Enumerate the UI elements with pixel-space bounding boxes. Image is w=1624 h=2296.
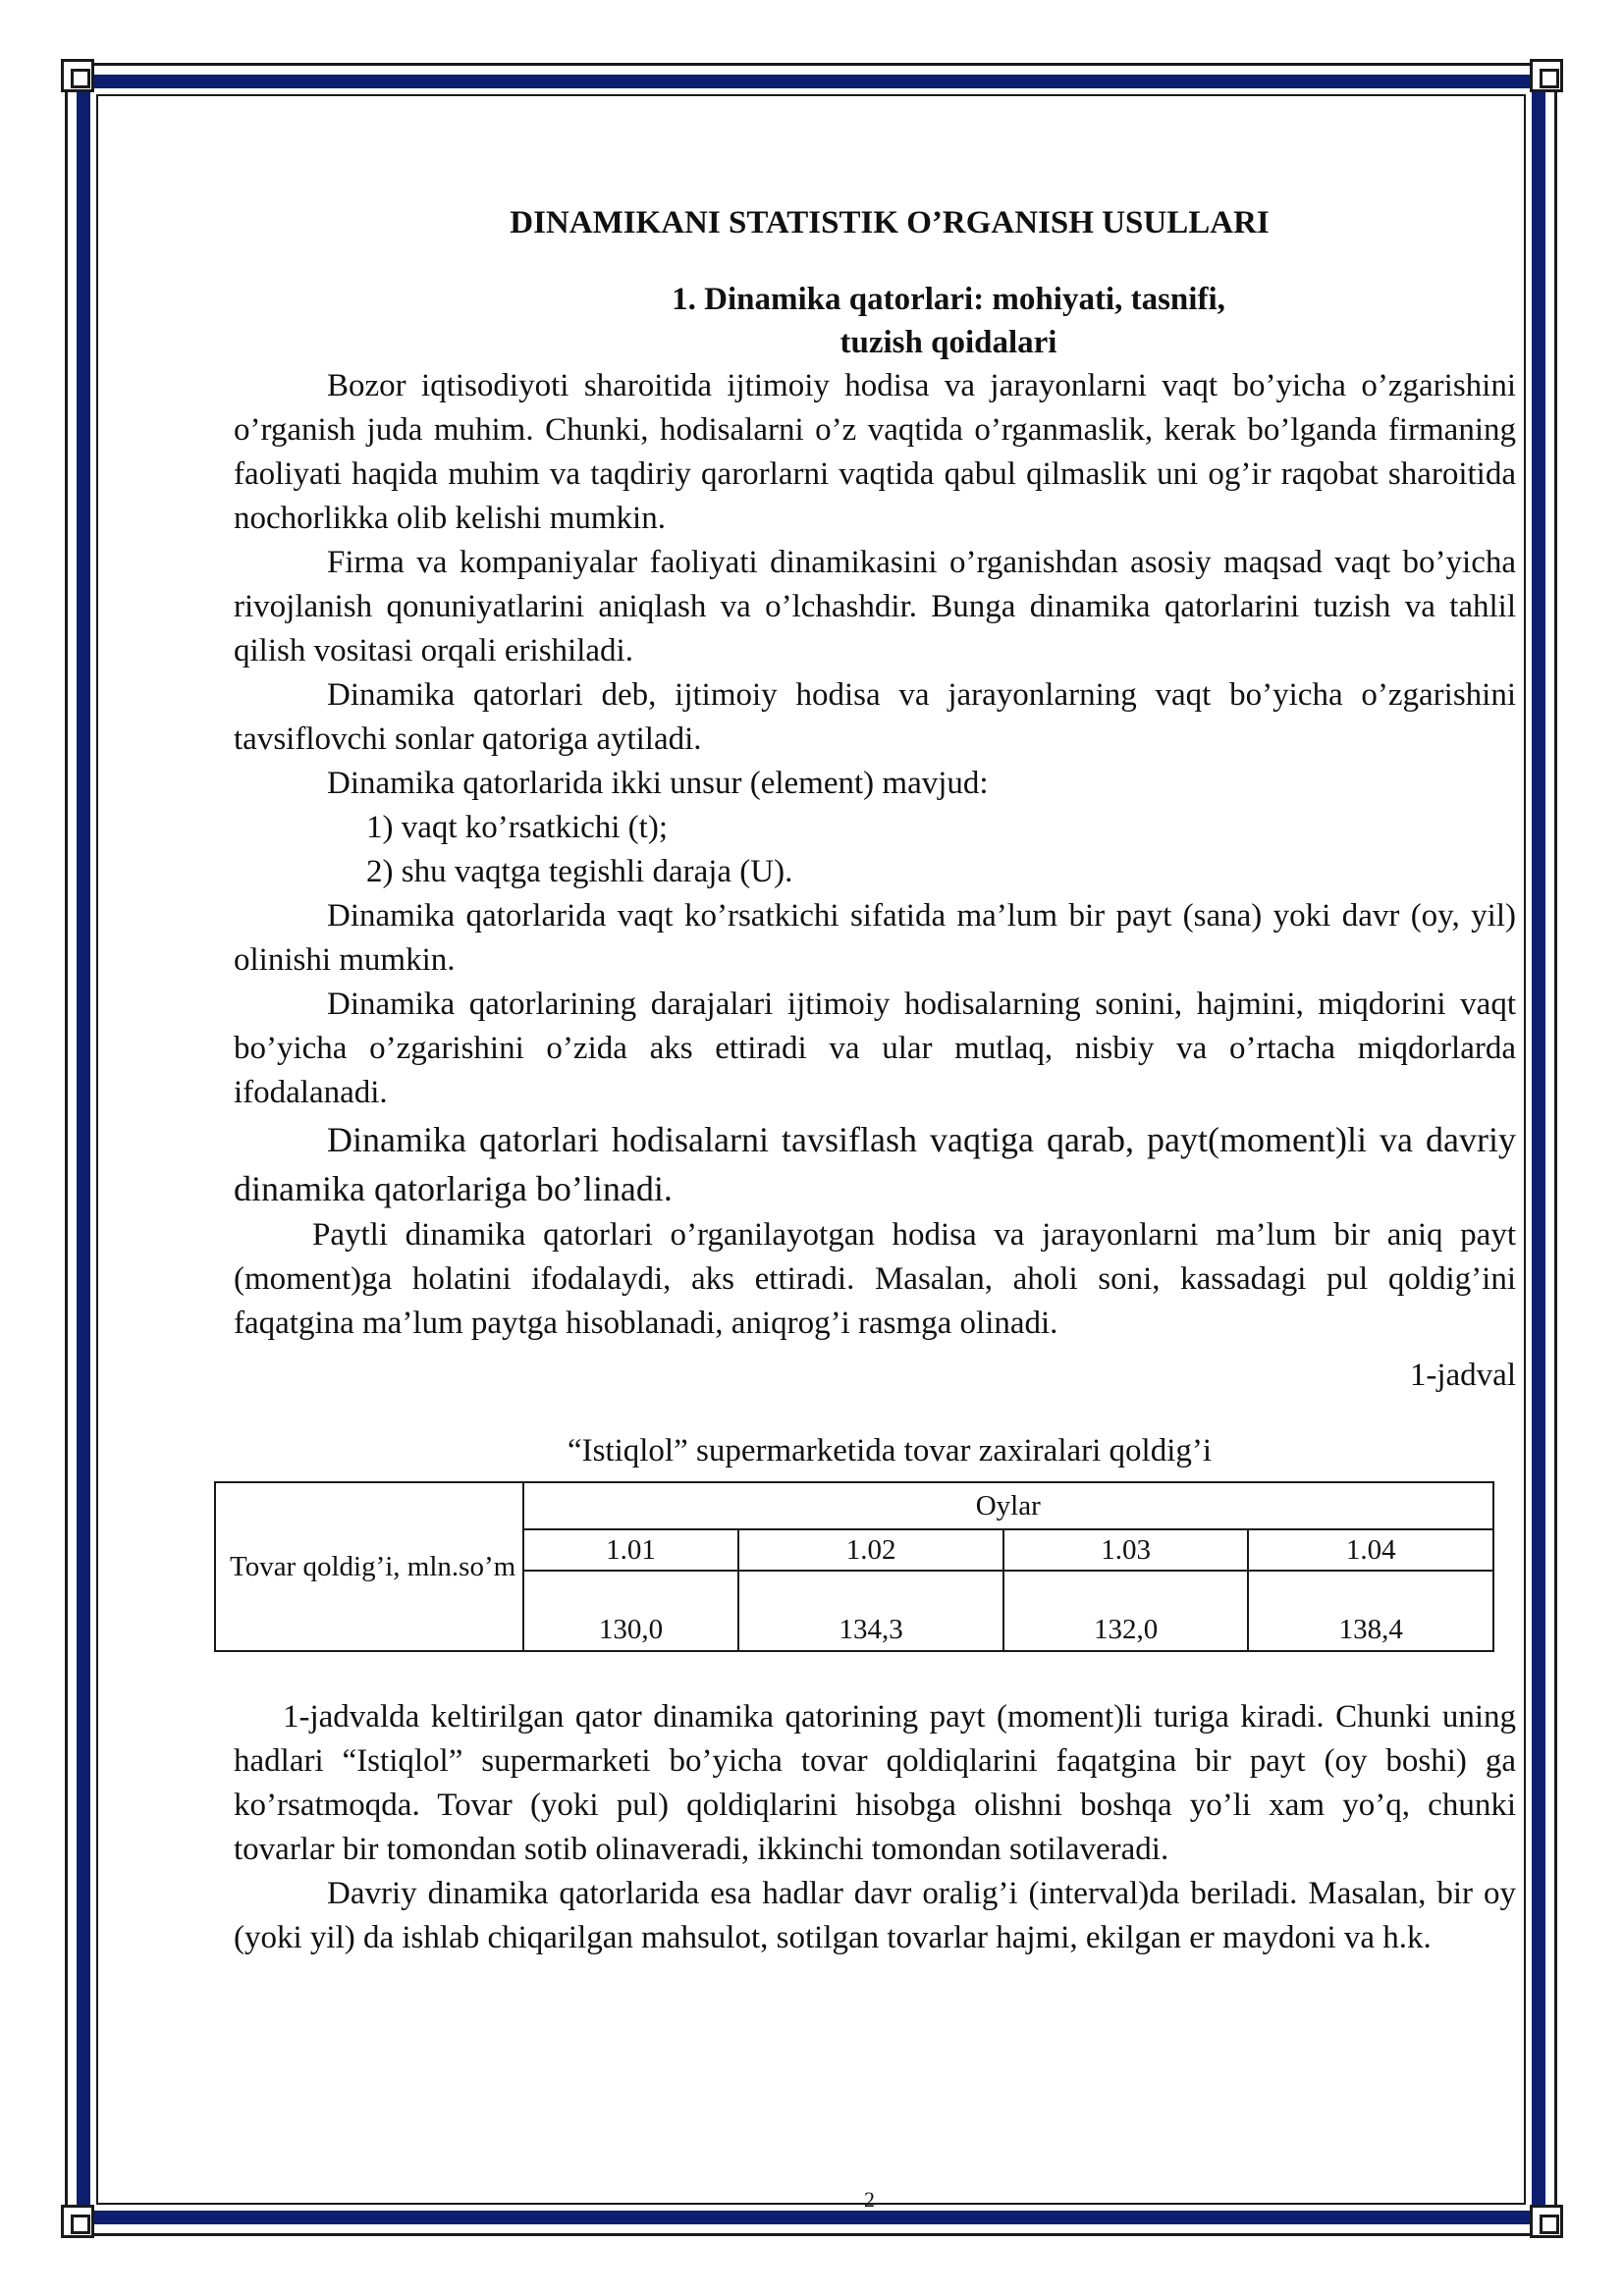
page-title: DINAMIKANI STATISTIK O’RGANISH USULLARI — [510, 205, 1270, 240]
paragraph: Paytli dinamika qatorlari o’rganilayotgan hodisa va jarayonlarni ma’lum bir aniq payt (moment)ga holatini ifodalaydi, aks ettiradi. Masalan, aholi soni, kassadagi pul qoldig’ini faqatgina ma’lum paytga hisoblanadi, aniqrog’i rasmga olinadi. — [234, 1217, 1516, 1341]
frame-corner-ornament — [1530, 59, 1563, 92]
table-column-header: 1.01 — [523, 1529, 739, 1571]
table-column-header: 1.04 — [1248, 1529, 1493, 1571]
list-item: 2) shu vaqtga tegishli daraja (U). — [366, 854, 793, 889]
table-caption: “Istiqlol” supermarketida tovar zaxiralari qoldig’i — [567, 1433, 1213, 1468]
paragraph: Dinamika qatorlari hodisalarni tavsiflash vaqtiga qarab, payt(moment)li va davriy dinamika qatorlariga bo’linadi. — [234, 1120, 1516, 1208]
frame-corner-ornament — [61, 2205, 94, 2238]
table-column-header: 1.02 — [738, 1529, 1002, 1571]
table-group-header: Oylar — [523, 1482, 1493, 1529]
table-row — [215, 1482, 1493, 1529]
page-content — [230, 201, 1516, 1960]
paragraph: Davriy dinamika qatorlarida esa hadlar davr oralig’i (interval)da beriladi. Masalan, bir oy (yoki yil) da ishlab chiqarilgan mahsulot, sotilgan tovarlar hajmi, ekilgan er maydoni va h.k. — [234, 1876, 1516, 1955]
data-table — [214, 1481, 1494, 1652]
page-number: 2 — [864, 2187, 875, 2212]
table-label: 1-jadval — [1409, 1358, 1516, 1393]
paragraph: Dinamika qatorlarida vaqt ko’rsatkichi sifatida ma’lum bir payt (sana) yoki davr (oy, yil) olinishi mumkin. — [234, 898, 1516, 978]
section-title-line: tuzish qoidalari — [839, 325, 1057, 360]
list-item: 1) vaqt ko’rsatkichi (t); — [366, 810, 668, 845]
paragraph: Firma va kompaniyalar faoliyati dinamikasini o’rganishdan asosiy maqsad vaqt bo’yicha rivojlanish qonuniyatlarini aniqlash va o’lchashdir. Bunga dinamika qatorlarini tuzish va tahlil qilish vositasi orqali erishiladi. — [234, 545, 1516, 668]
frame-corner-ornament — [61, 59, 94, 92]
paragraph: 1-jadvalda keltirilgan qator dinamika qatorining payt (moment)li turiga kiradi. Chunki uning hadlari “Istiqlol” supermarketi bo’yicha tovar qoldiqlarini faqatgina bir payt (oy boshi) ga ko’rsatmoqda. Tovar (yoki pul) qoldiqlarini hisobga olishni boshqa yo’li xam yo’q, chunki tovarlar bir tomondan sotib olinaveradi, ikkinchi tomondan sotilaveradi. — [234, 1699, 1516, 1867]
table-cell: 138,4 — [1248, 1571, 1493, 1651]
paragraph: Bozor iqtisodiyoti sharoitida ijtimoiy hodisa va jarayonlarni vaqt bo’yicha o’zgarishini o’rganish juda muhim. Chunki, hodisalarni o’z vaqtida o’rganmaslik, kerak bo’lganda firmaning faoliyati haqida muhim va taqdiriy qarorlarni vaqtida qabul qilmaslik uni og’ir raqobat sharoitida nochorlikka olib kelishi mumkin. — [234, 368, 1516, 536]
table-column-header: 1.03 — [1003, 1529, 1249, 1571]
paragraph: Dinamika qatorlarida ikki unsur (element) mavjud: — [327, 766, 989, 801]
paragraph: Dinamika qatorlarining darajalari ijtimoiy hodisalarning sonini, hajmini, miqdorini vaqt bo’yicha o’zgarishini o’zida aks ettiradi va ular mutlaq, nisbiy va o’rtacha miqdorlarda ifodalanadi. — [234, 987, 1516, 1110]
table-cell: 134,3 — [738, 1571, 1002, 1651]
paragraph: Dinamika qatorlari deb, ijtimoiy hodisa va jarayonlarning vaqt bo’yicha o’zgarishini tavsiflovchi sonlar qatoriga aytiladi. — [234, 677, 1516, 757]
table-row-header: Tovar qoldig’i, mln.so’m — [215, 1482, 523, 1651]
section-title-line: 1. Dinamika qatorlari: mohiyati, tasnifi, — [672, 282, 1225, 317]
table-cell: 132,0 — [1003, 1571, 1249, 1651]
table-cell: 130,0 — [523, 1571, 739, 1651]
section-title — [234, 278, 1516, 364]
frame-corner-ornament — [1530, 2205, 1563, 2238]
